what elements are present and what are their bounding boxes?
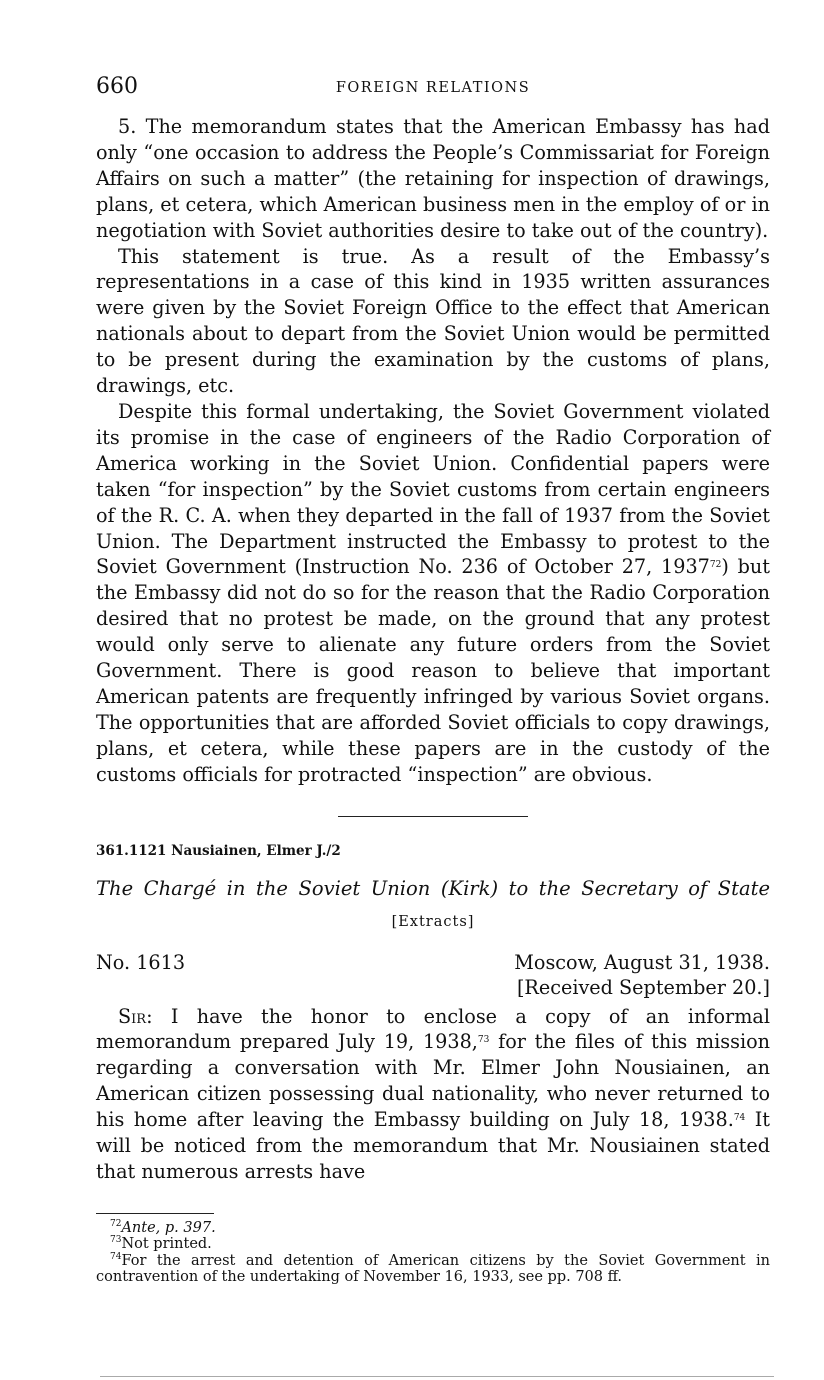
letter-paragraph xyxy=(96,1004,770,1185)
footnote-74 xyxy=(96,1253,770,1286)
footnote-72 xyxy=(96,1220,770,1237)
letter-part-c: It will be noticed from the memorandum that Mr. Nousiainen stated that numerous arrests have xyxy=(96,1108,770,1183)
document-page xyxy=(96,74,770,1286)
section-divider xyxy=(338,816,528,817)
letter-part-b: for the files of this mission regarding a conversation with Mr. Elmer John Nousiainen, an American citizen possessing dual nationality, who never returned to his home after leaving the Embassy building on July 18, 1938. xyxy=(96,1030,770,1132)
paragraph-3 xyxy=(96,399,770,788)
place-date: Moscow, August 31, 1938. xyxy=(514,950,770,974)
footnote-ref-74: 74 xyxy=(733,1113,746,1124)
paragraph-3-part-b: ) but the Embassy did not do so for the reason that the Radio Corporation desired that no protest be made, on the ground that any protest would only serve to alienate any future orders from the Soviet Government. There is good reason to believe that important American patents are frequently infringed by various Soviet organs. The opportunities that are afforded Soviet officials to copy drawings, plans, et cetera, while these papers are in the custody of the customs officials for protracted “inspection” are obvious. xyxy=(96,555,770,786)
page-bottom-edge xyxy=(100,1376,774,1377)
page-header xyxy=(96,74,770,114)
footnote-73 xyxy=(96,1236,770,1253)
footnote-ref-73: 73 xyxy=(477,1035,490,1046)
document-title: The Chargé in the Soviet Union (Kirk) to the Secretary of State xyxy=(96,876,770,900)
footnote-mark: 72 xyxy=(110,1218,122,1229)
page-number: 660 xyxy=(96,74,138,99)
paragraph-1: 5. The memorandum states that the American Embassy has had only “one occasion to address the People’s Commissariat for Foreign Affairs on such a matter” (the retaining for inspection of drawings, plans, et cetera, which American business men in the employ of or in negotiation with Soviet authorities desire to take out of the country). xyxy=(96,115,770,242)
dateline xyxy=(96,950,770,1002)
running-head: FOREIGN RELATIONS xyxy=(335,80,531,96)
paragraph-2: This statement is true. As a result of the Embassy’s representations in a case of this kind in 1935 written assurances were given by the Soviet Foreign Office to the effect that American nationals about to depart from the Soviet Union would be permitted to be present during the examination by the customs of plans, drawings, etc. xyxy=(96,244,770,398)
footnote-divider xyxy=(96,1213,214,1214)
document-subtitle: [Extracts] xyxy=(391,913,475,930)
footnote-mark: 74 xyxy=(110,1251,122,1262)
file-reference: 361.1121 Nausiainen, Elmer J./2 xyxy=(96,842,341,859)
footnote-text: Not printed. xyxy=(121,1236,212,1253)
footnote-text: Ante, p. 397. xyxy=(121,1219,216,1236)
footnote-ref-72: 72 xyxy=(709,560,722,571)
salutation: Sir: xyxy=(118,1004,153,1028)
document-number: No. 1613 xyxy=(96,950,186,974)
footnote-mark: 73 xyxy=(110,1235,122,1246)
letter-part-a: I have the honor to enclose a copy of an informal memorandum prepared July 19, 1938, xyxy=(96,1004,770,1054)
footnote-text: For the arrest and detention of American citizens by the Soviet Government in contravention of the undertaking of November 16, 1933, see pp. 708 ff. xyxy=(96,1252,770,1286)
paragraph-3-part-a: Despite this formal undertaking, the Soviet Government violated its promise in the case of engineers of the Radio Corporation of America working in the Soviet Union. Confidential papers were taken “for inspection” by the Soviet customs from certain engineers of the R. C. A. when they departed in the fall of 1937 from the Soviet Union. The Department instructed the Embassy to protest to the Soviet Government (Instruction No. 236 of October 27, 1937 xyxy=(96,399,770,579)
received-date: [Received September 20.] xyxy=(516,976,770,1000)
place-date-block xyxy=(514,950,770,1002)
